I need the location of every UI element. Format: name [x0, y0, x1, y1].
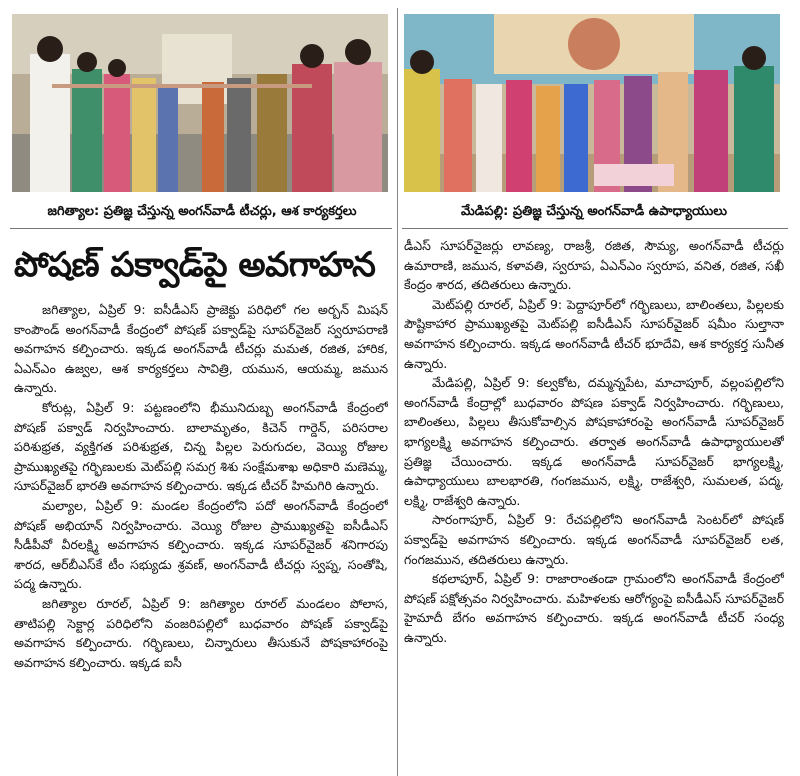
article-column-right: [404, 236, 784, 647]
article-paragraph: జగిత్యాల రూరల్, ఏప్రిల్ 9: జగిత్యాల రూరల్ మండలం పోలాస, తాటిపల్లి సెక్టార్ల పరిధిలోని వంజరిపల్లిలో బుధవారం పోషణ్ పక్వాడ్‌పై అవగాహన కల్పించారు. గర్భిణులు, చిన్నారులు తీసుకునే పోషకాహారంపై అవగాహన కల్పించారు. ఇక్కడ ఐసీ: [14, 595, 388, 670]
caption-rule-left: [10, 228, 392, 229]
article-paragraph: జగిత్యాల, ఏప్రిల్ 9: ఐసీడీఎస్ ప్రాజెక్టు పరిధిలో గల అర్బన్ మిషన్ కాంపౌండ్ అంగన్‌వాడీ కేంద్రంలో పోషణ్ పక్వాడ్‌పై సూపర్‌వైజర్ స్వరూపరాణి అవగాహన కల్పించారు. ఇక్కడ అంగన్‌వాడీ టీచర్లు మమత, రజిత, హారిక, ఏఎన్‌ఎం ఉజ్వల, ఆశ కార్యకర్తలు సావిత్రి, యమున, ఆయమ్మ, జమున ఉన్నారు.: [14, 302, 388, 396]
caption-rule-right: [402, 228, 788, 229]
article-headline: పోషణ్ పక్వాడ్‌పై అవగాహన: [14, 245, 376, 285]
column-divider: [397, 8, 398, 776]
article-paragraph: సారంగాపూర్, ఏప్రిల్ 9: రేచపల్లిలోని అంగన్‌వాడీ సెంటర్‌లో పోషణ్ పక్వాడ్‌పై అవగాహన కల్పించారు. ఇక్కడ అంగన్‌వాడీ సూపర్‌వైజర్ లత, గంగజమున, తదితరులు ఉన్నారు.: [404, 512, 784, 567]
photo-caption-right: మేడిపల్లి: ప్రతిజ్ఞ చేస్తున్న అంగన్‌వాడీ ఉపాధ్యాయులు: [461, 204, 727, 219]
article-column-left: [14, 300, 388, 672]
article-paragraph: మేడిపల్లి, ఏప్రిల్ 9: కల్వకోట, దమ్మన్నపేట, మాచాపూర్, వల్లంపల్లిలోని అంగన్‌వాడీ కేంద్రాల్లో బుధవారం పోషణ పక్వాడ్ నిర్వహించారు. గర్భిణులు, బాలింతలు, పిల్లలు తీసుకోవాల్సిన పోషకాహారంపై అంగన్‌వాడీ సూపర్‌వైజర్ భాగ్యలక్ష్మి అవగాహన కల్పించారు. తర్వాత అంగన్‌వాడీ ఉపాధ్యాయులతో ప్రతిజ్ఞ చేయించారు. ఇక్కడ అంగన్‌వాడీ సూపర్‌వైజర్ భాగ్యలక్ష్మి, ఉపాధ్యాయులు బాలభారతి, గంగజమున, లక్ష్మి, రాజేశ్వరి, సుమలత, పద్మ, లక్ష్మి, రాజేశ్వరి ఉన్నారు.: [404, 375, 784, 508]
photo-caption-left: జగిత్యాల: ప్రతిజ్ఞ చేస్తున్న అంగన్‌వాడీ టీచర్లు, ఆశ కార్యకర్తలు: [47, 204, 357, 219]
article-paragraph: కోరుట్ల, ఏప్రిల్ 9: పట్టణంలోని భీమునిదుబ్బ అంగన్‌వాడీ కేంద్రంలో పోషణ్ పక్వాడ్ నిర్వహించారు. బాలామృతం, కిచెన్ గార్డెన్, పరిసరాల పరిశుభ్రత, వ్యక్తిగత పరిశుభ్రత, చిన్న పిల్లల పెరుగుదల, వెయ్యి రోజుల ప్రాముఖ్యతపై గర్భిణులకు మెట్‌పల్లి సమగ్ర శిశు సంక్షేమశాఖ అధికారి మణెమ్మ, సూపర్‌వైజర్ భారతి అవగాహన కల్పించారు. ఇక్కడ టీచర్ హిమగిరి ఉన్నారు.: [14, 399, 388, 494]
article-paragraph: డీఎస్ సూపర్‌వైజర్లు లావణ్య, రాజశ్రీ, రజిత, సౌమ్య, అంగన్‌వాడీ టీచర్లు ఉమారాణి, జమున, కళావతి, స్వరూప, ఏఎన్‌ఎం స్వరూప, వనిత, రజిత, సఖీ కేంద్రం శారద, తదితరులు ఉన్నారు.: [404, 238, 784, 293]
article-paragraph: మల్యాల, ఏప్రిల్ 9: మండల కేంద్రంలోని పదో అంగన్‌వాడీ కేంద్రంలో పోషణ్ అభియాన్ నిర్వహించారు. వెయ్యి రోజుల ప్రాముఖ్యతపై ఐసీడీఎస్ సీడీపీవో వీరలక్ష్మి అవగాహన కల్పించారు. ఇక్కడ సూపర్‌వైజర్ శనిగారపు శారద, ఆర్‌బీఎస్‌కే టీం సభ్యుడు శ్రవణ్, అంగన్‌వాడీ టీచర్లు స్వప్న, సంతోషి, పద్మ ఉన్నారు.: [14, 497, 388, 592]
article-paragraph: మెట్‌పల్లి రూరల్, ఏప్రిల్ 9: పెద్దాపూర్‌లో గర్భిణులు, బాలింతలు, పిల్లలకు పౌష్టికాహార ప్రాముఖ్యతపై మెట్‌పల్లి ఐసీడీఎస్ సూపర్‌వైజర్ షమీం సుల్తానా అవగాహన కల్పించారు. ఇక్కడ అంగన్‌వాడీ టీచర్ భూదేవి, ఆశ కార్యకర్త సునీత ఉన్నారు.: [404, 296, 784, 371]
photo-jagityal-pledge: [12, 14, 388, 192]
article-paragraph: కథలాపూర్, ఏప్రిల్ 9: రాజారాంతండా గ్రామంలోని అంగన్‌వాడీ కేంద్రంలో పోషణ్ పక్షోత్సవం నిర్వహించారు. మహిళలకు ఆరోగ్యంపై ఐసీడీఎస్ సూపర్‌వైజర్ హైమాదీ బేగం అవగాహన కల్పించారు. ఇక్కడ అంగన్‌వాడీ టీచర్ సంధ్య ఉన్నారు.: [404, 571, 784, 645]
photo-medipalli-pledge: [404, 14, 780, 192]
